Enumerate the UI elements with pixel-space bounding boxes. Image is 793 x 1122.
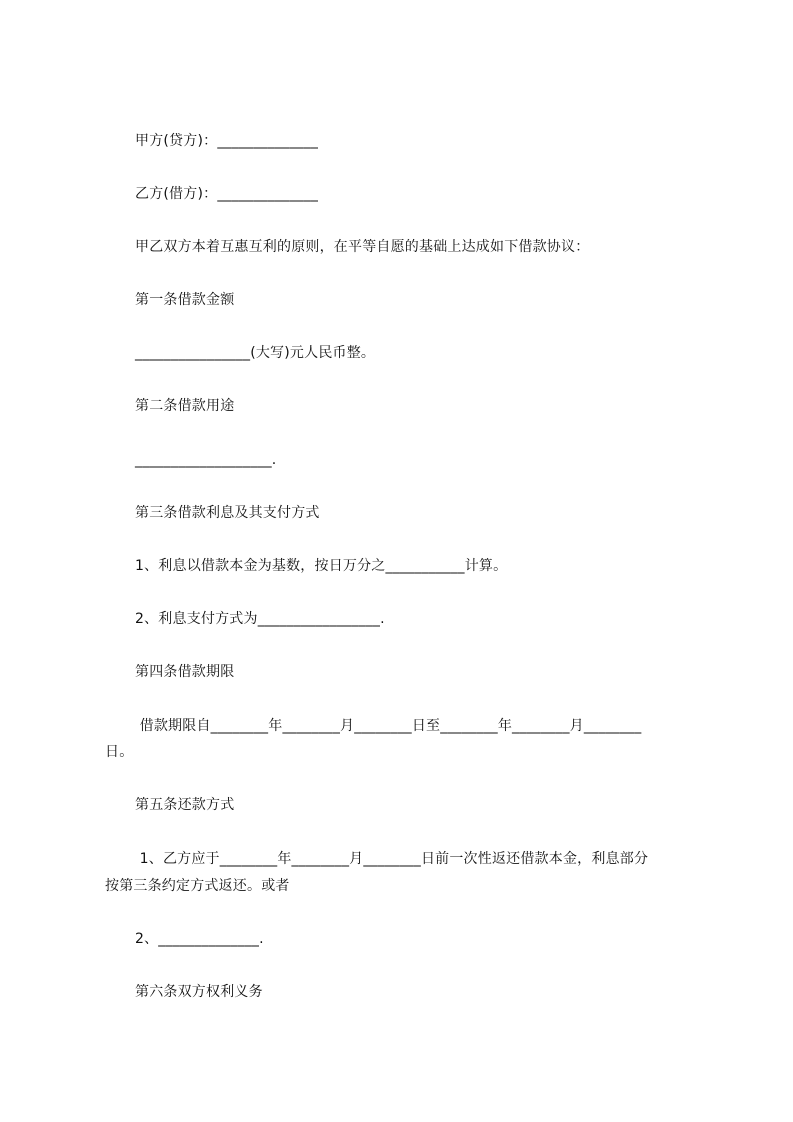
article-3-item-2: 2、利息支付方式为_________________. — [135, 611, 385, 627]
intro-paragraph: 甲乙双方本着互惠互利的原则，在平等自愿的基础上达成如下借款协议： — [135, 239, 590, 255]
article-6-title: 第六条双方权利义务 — [135, 984, 263, 1000]
article-3-item-1: 1、利息以借款本金为基数，按日万分之___________计算。 — [135, 558, 508, 574]
article-5-item-1-line-1: 1、乙方应于________年________月________日前一次性返还借款本金，利息部分 — [135, 851, 649, 867]
article-2-title: 第二条借款用途 — [135, 398, 235, 414]
article-5-item-1-line-2: 按第三条约定方式返还。或者 — [105, 878, 290, 894]
article-4-title: 第四条借款期限 — [135, 664, 235, 680]
article-2-text: ___________________. — [135, 452, 277, 468]
party-a-line: 甲方(贷方)：______________ — [135, 133, 319, 149]
party-b-line: 乙方(借方)：______________ — [135, 186, 319, 202]
article-5-item-2: 2、______________. — [135, 931, 264, 947]
article-3-title: 第三条借款利息及其支付方式 — [135, 505, 320, 521]
article-5-title: 第五条还款方式 — [135, 797, 235, 813]
article-4-text-line-1: 借款期限自________年________月________日至________年________月________ — [135, 718, 642, 734]
article-1-title: 第一条借款金额 — [135, 292, 235, 308]
article-1-text: ________________(大写)元人民币整。 — [135, 345, 376, 361]
article-4-text-line-2: 日。 — [105, 744, 134, 760]
